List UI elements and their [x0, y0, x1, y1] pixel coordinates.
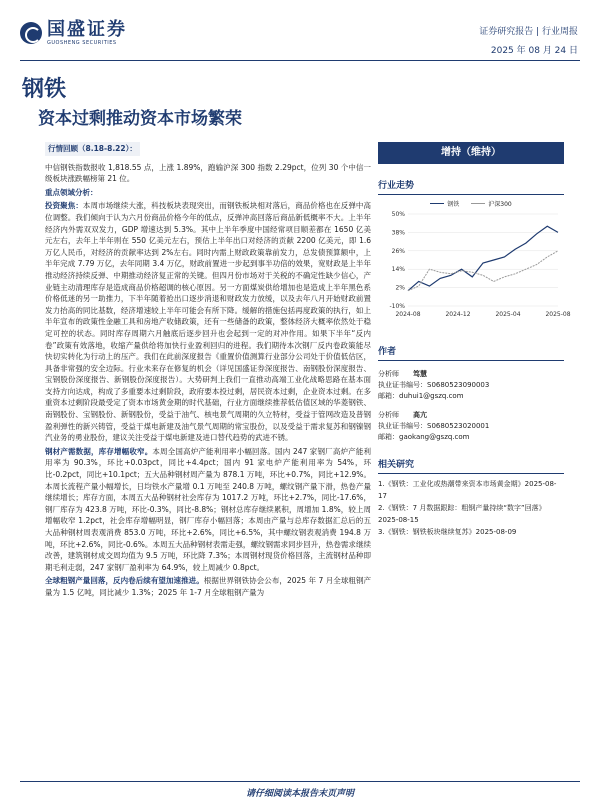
x-tick-label: 2024-12 — [445, 311, 471, 318]
y-tick-label: 38% — [391, 229, 405, 237]
report-headline: 资本过剩推动资本市场繁荣 — [38, 109, 242, 129]
logo-en-text: GUOSHENG SECURITIES — [47, 40, 117, 46]
review-label: 行情回顾（8.18-8.22）： — [45, 142, 140, 156]
series-line-0 — [408, 226, 558, 290]
related-title: 相关研究 — [378, 457, 564, 474]
analysts-title: 作者 — [378, 344, 564, 361]
trend-chart-svg — [378, 208, 571, 326]
focus-label: 重点领域分析： — [45, 187, 98, 197]
analyst-block-1 — [378, 369, 564, 402]
sidebar — [378, 142, 571, 538]
related-report-item[interactable]: 3.《钢铁：钢铁板块继续复苏》2025-08-09 — [378, 528, 517, 536]
p3-lead: 全球粗钢产量回落，反内卷后续有望加速推进。 — [45, 576, 204, 586]
x-tick-label: 2025-08 — [545, 311, 571, 318]
legend-label-steel: 钢铁 — [447, 201, 460, 208]
header-divider — [20, 60, 580, 61]
y-tick-label: 14% — [391, 266, 405, 274]
analyst-name: 高亢 — [413, 411, 427, 419]
p1-text: 本周市场继续大涨，科技板块表现突出，而钢铁板块相对落后，商品价格也在反弹中高位调整。我们倾向于认为六月份商品价格今年的低点，反弹冲高回落后商品新低概率不大。上半年经济内外需双双发力，GDP 增速达到 5.3%。其中上半年季度中国经常项目顺差都在 1650 亿美元左右，去年上半年则在 550 亿美元左右，预估上半年出口对经济的贡献 2200 亿美元，即 1.6 万亿人民币，对经济的贡献率达到 2%左右。同时内需上财政政策靠前发力，总发债预算额中，上半年完成 7.79 万亿，去年同期 3.4 万亿，财政前置进一步起到事半功倍的效果，宽财政是上半年推动经济持续反弹、中期推动经济复正常的关键。但四月份市场对于关税的不确定性缺少信心，产业链主动清理库存是造成商品价格超调的核心原因。另一方面煤炭供给增加也是造成上半年黑色系价格低迷的另一助推力，下半年随着抢出口逐步消退和财政发力放缓，以及去年八月开始财政前置发力抬高的同比基数，经济增速较上半年可能会有所下降。缓解的措施包括再度政策的执行，如上半年宣布的政策性金融工具和房地产收储政策，还有一些储备的政策，整体经济大概率依然处于稳定可控的状态。同时库存周期六月触底后逐步回升也会起到一定的对冲作用。如果下半年“反内卷”政策有效落地，收缩产量供给将加快行业盈利回归的进程。我们期待本次钢厂反内卷政策能尽快切实转化为行动上的压产。我们在此前深度报告《重置价值测算行业部分公司处于价值低估区，具备非常强的安全边际。行业未来存在修复的机会（详见国盛证券深度报告、南钢股份深度报告、宝钢股份深度报告、新钢股份深度报告）。大势研判上我们一直推动高端工业化战略思路在基本面支持方向达成，构成了多重要本过剩阶段，政府要本投过剩，居民资本过剩，企业资本过剩。在多重资本过剩阶段最受定了资本市场黄金期的时代基础，行业方面继续推荐低估值区域的华菱钢铁、南钢股份、宝钢股份、新钢股份，受益于油气、核电景气周期的久立特材，受益于管网改造及普钢盈利弹性的新兴铸管，受益于煤电新建及油气景气周期的常宝股份，以及受益于需求复苏和钢镍钢汽业务的勇业股份，建议关注受益于煤电新建及进口替代趋势的武进不锈。 — [45, 201, 372, 443]
x-tick-label: 2025-04 — [495, 311, 521, 318]
footer-divider — [20, 781, 580, 782]
rating-badge: 增持（维持） — [378, 142, 564, 164]
logo-icon — [20, 22, 42, 44]
y-tick-label: -10% — [389, 303, 405, 310]
p2-text: 本周全国高炉产能利用率小幅回落。国内 247 家钢厂高炉产能利用率为 90.3%，环比+0.03pct，同比+4.4pct；国内 91 家电炉产能利用率为 54%，环比-0.2pct，同比+10.1pct；五大品种钢材周产量为 878.1 万吨，环比+0.7%，同比+12.9%。本周长流程产量小幅增长，日均铁水产量增 0.1 万吨至 240.8 万吨，螺纹钢产量下滑，热卷产量继续增长；库存方面，本周五大品种钢材社会库存为 1017.2 万吨，环比+2.7%，同比-17.6%，钢厂库存为 423.8 万吨，环比-0.3%，同比-8.8%；钢材总库存继续累积，周增加 1.8%，较上周增幅收窄 1.2pct，社会库存增幅明显，钢厂库存小幅回落；本周由产量与总库存数据汇总后的五大品种钢材周表观消费 853.0 万吨，环比+2.6%，同比+6.5%，其中螺纹钢表观消费 194.8 万吨，环比+2.6%，同比-0.6%。本周五大品种钢材表需走强，螺纹钢需求同步回升，热卷需求继续改善，建筑钢材成交周均值为 9.5 万吨，环比降 7.3%；本周钢材现货价格回落，主流钢材品种即期毛利走弱，247 家钢厂盈利率为 64.9%，较上周减少 0.8pct。 — [45, 446, 371, 572]
y-tick-label: 50% — [391, 211, 405, 218]
analyst-name: 笃慧 — [413, 370, 427, 378]
p1-lead: 投资聚焦： — [45, 201, 83, 211]
analyst-role: 分析师 — [378, 411, 399, 419]
trend-title: 行业走势 — [378, 178, 564, 195]
industry-title: 钢铁 — [22, 77, 67, 102]
trend-chart — [378, 199, 571, 330]
analyst-email[interactable]: 邮箱：gaokang@gszq.com — [378, 433, 470, 441]
related-reports-list — [378, 478, 564, 538]
x-tick-label: 2024-08 — [395, 311, 421, 318]
page-header — [0, 0, 600, 64]
p2-lead: 钢材产需数据，库存增幅收窄。 — [45, 446, 153, 456]
analyst-cert: 执业证书编号：S0680523090003 — [378, 381, 490, 389]
p3-text: 根据世界钢铁协会公布，2025 年 7 月全球粗钢产量为 1.5 亿吨，同比减少 1.3%；2025 年 1-7 月全球粗钢产量为 — [45, 576, 372, 597]
review-text: 中信钢铁指数报收 1,818.55 点，上涨 1.89%，跑输沪深 300 指数 2.29pct，位列 30 个中信一级板块涨跌幅榜第 21 位。 — [45, 162, 371, 184]
related-report-item[interactable]: 2.《钢铁：7 月数据跟踪：粗钢产量持续“数字”回落》2025-08-15 — [378, 504, 546, 524]
main-column — [45, 142, 371, 601]
chart-legend — [378, 199, 564, 208]
legend-item-steel — [430, 199, 459, 208]
page-footer — [0, 778, 600, 800]
paragraph-investment — [45, 200, 371, 443]
legend-label-hs300: 沪深300 — [488, 201, 512, 208]
related-report-item[interactable]: 1.《钢铁：工业化或热潮带来资本市场黄金期》2025-08-17 — [378, 480, 557, 500]
logo-cn-text: 国盛证券 — [47, 19, 127, 40]
report-date: 2025 年 08 月 24 日 — [490, 46, 578, 56]
analyst-cert: 执业证书编号：S0680523020001 — [378, 422, 490, 430]
paragraph-global — [45, 575, 371, 598]
legend-item-hs300 — [471, 199, 511, 208]
report-type: 证券研究报告 | 行业周报 — [479, 27, 578, 37]
analyst-role: 分析师 — [378, 370, 399, 378]
y-tick-label: 26% — [391, 247, 405, 255]
analyst-email[interactable]: 邮箱：duhui1@gszq.com — [378, 392, 464, 400]
footer-disclaimer: 请仔细阅读本报告末页声明 — [245, 789, 354, 799]
paragraph-supply-demand — [45, 446, 371, 574]
company-logo — [20, 20, 127, 46]
analyst-block-2 — [378, 410, 564, 443]
y-tick-label: 2% — [395, 284, 405, 292]
